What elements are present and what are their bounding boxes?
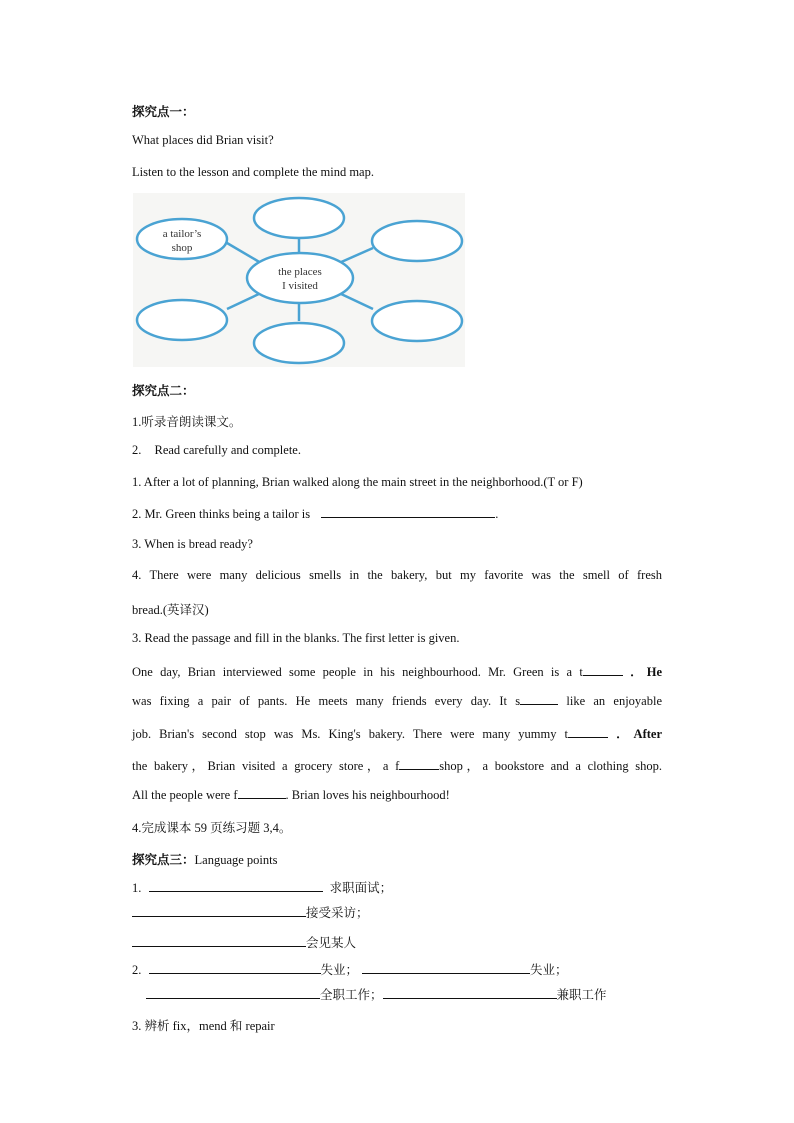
question-2-blank[interactable] [321,506,495,518]
passage-line-1b: ．He [630,665,663,679]
section2-item2 [132,443,301,458]
passage-line-5b: . Brian loves his neighbourhood! [285,788,450,802]
passage-line-3b: ．After [616,727,663,741]
connector-top-left [227,243,261,263]
question-2-text: 2. Mr. Green thinks being a tailor is [132,507,311,521]
node-top-right [372,221,462,261]
section2-item1: 1.听录音朗读课文。 [132,415,242,429]
phrase-unemployed-2: 失业； [530,963,568,977]
section2-heading: 探究点二： [132,384,195,398]
connector-bottom-right [339,293,373,309]
blank-tailor[interactable] [583,664,623,676]
blank-things[interactable] [568,726,608,738]
language-point-1-number: 1. [132,881,142,895]
section2-item4: 4.完成课本 59 页练习题 3,4。 [132,821,292,835]
passage-line-4b: shop，a bookstore and a clothing shop. [439,759,662,773]
language-point-1b [132,903,369,921]
passage-line-5 [132,787,450,803]
blank-part-time[interactable] [383,987,557,999]
passage-line-2a: was fixing a pair of pants. He meets many friends every day. It s [132,694,521,708]
phrase-meet-someone: 会见某人 [306,936,357,950]
section2-item3: 3. Read the passage and fill in the blanks. The first letter is given. [132,631,460,645]
blank-friendly[interactable] [238,787,286,799]
item2-number: 2. [132,443,142,457]
section1-heading: 探究点一： [132,105,195,119]
language-point-2 [132,960,568,978]
passage-line-4 [132,756,662,774]
section1-question: What places did Brian visit? [132,133,274,147]
item2-text: Read carefully and complete. [154,443,301,457]
phrase-full-time: 全职工作； [320,988,383,1002]
node-top-left-label-2: shop [171,242,193,254]
section1-instruction: Listen to the lesson and complete the mind map. [132,165,374,179]
node-bottom [254,323,344,363]
blank-full-time[interactable] [146,987,320,999]
blank-unemployed-2[interactable] [362,962,530,974]
question-2 [132,506,498,522]
connector-top-right [339,248,373,263]
language-point-2-number: 2. [132,963,142,977]
phrase-job-interview: 求职面试； [329,881,393,895]
node-bottom-left [137,300,227,340]
question-4-line2: bread.(英译汉) [132,603,209,617]
passage-line-3 [132,724,662,742]
blank-meet-someone[interactable] [132,935,306,947]
question-4-line1: 4. There were many delicious smells in the bakery, but my favorite was the smell of fresh [132,568,662,582]
blank-be-interviewed[interactable] [132,905,306,917]
section3-heading-suffix: Language points [194,853,278,867]
blank-job-interview[interactable] [149,880,323,892]
passage-line-5a: All the people were f [132,788,238,802]
blank-unemployed-1[interactable] [149,962,321,974]
phrase-be-interviewed: 接受采访； [306,906,369,920]
question-1: 1. After a lot of planning, Brian walked along the main street in the neighborhood.(T or F) [132,475,583,489]
question-2-period: . [495,507,499,521]
node-bottom-right [372,301,462,341]
node-top-left-label-1: a tailor’s [162,228,202,240]
language-point-3: 3. 辨析 fix，mend 和 repair [132,1019,275,1033]
node-top [254,198,344,238]
section3-heading-row [132,850,277,868]
passage-line-3a: job. Brian's second stop was Ms. King's bakery. There were many yummy t [132,727,569,741]
phrase-unemployed-1: 失业； [320,963,359,977]
passage-line-1 [132,662,662,680]
blank-sounds[interactable] [520,693,558,705]
node-center [247,253,353,303]
center-label-1: the places [278,266,322,278]
phrase-part-time: 兼职工作 [556,988,607,1002]
language-point-1 [132,878,392,896]
passage-line-2 [132,693,662,709]
passage-line-2b: like an enjoyable [566,694,662,708]
question-3: 3. When is bread ready? [132,537,253,551]
passage-line-1a: One day, Brian interviewed some people in his neighbourhood. Mr. Green is a t [132,665,583,679]
language-point-1c [132,933,356,951]
section3-heading: 探究点三： [132,853,195,867]
center-label-2: I visited [282,280,318,292]
language-point-2b [146,985,607,1003]
connector-bottom-left [227,293,261,309]
mind-map [133,193,465,367]
passage-line-4a: the bakery，Brian visited a grocery store，a f [132,759,400,773]
mind-map-diagram [133,193,465,367]
blank-food[interactable] [399,758,439,770]
